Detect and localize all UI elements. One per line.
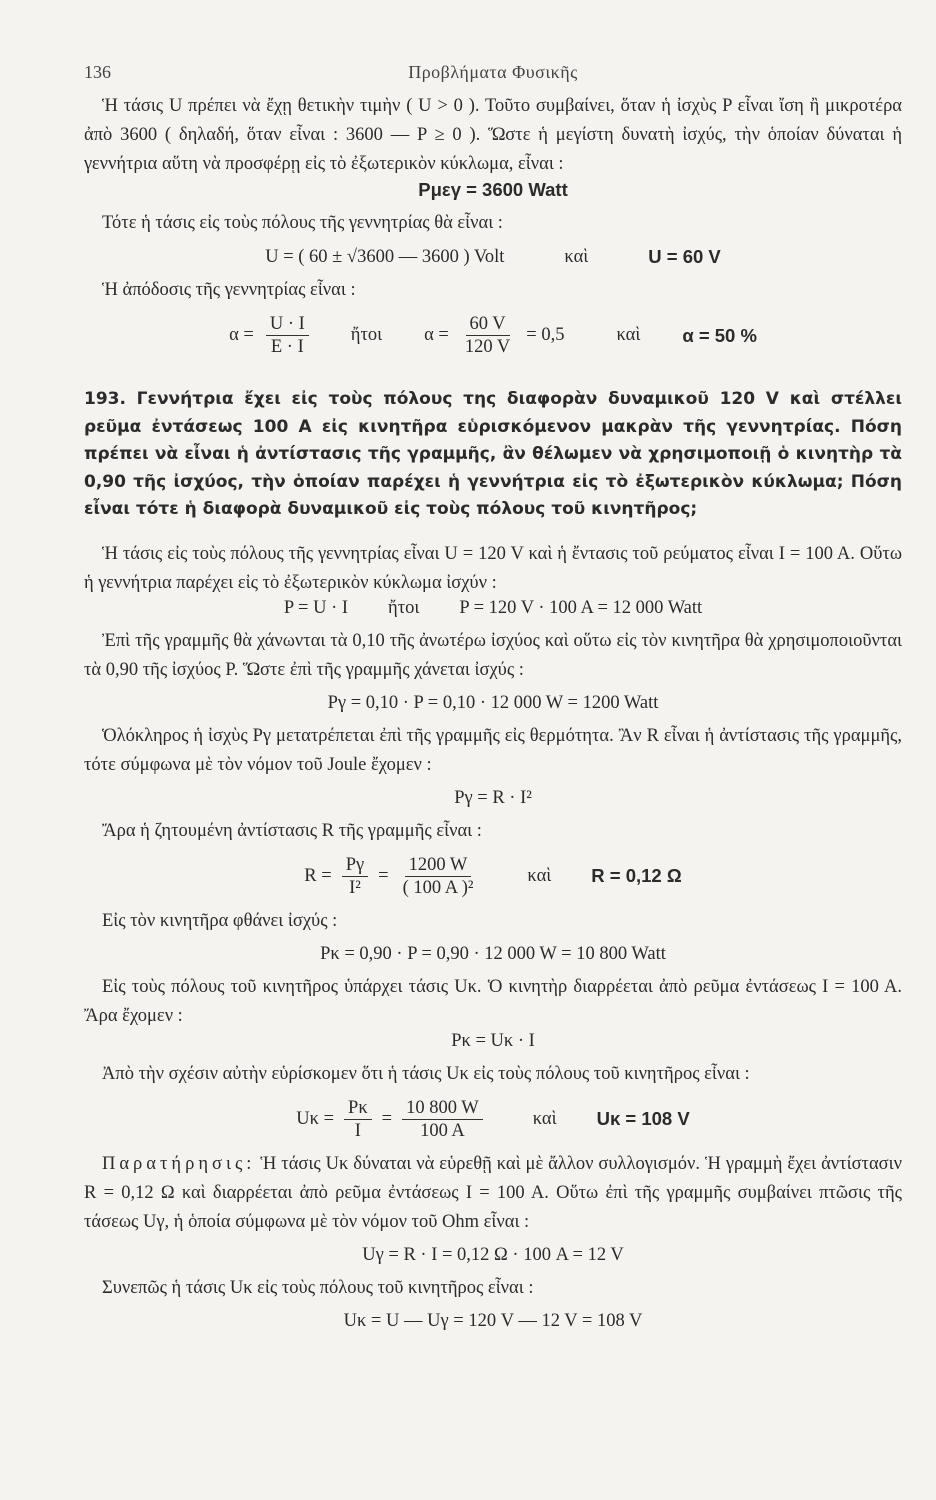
equation-motor-power: Pκ = 0,90 · P = 0,90 · 12 000 W = 10 800 Watt (320, 943, 666, 964)
paragraph-note (84, 1150, 902, 1237)
paragraph-motor-power: Εἰς τὸν κινητῆρα φθάνει ἰσχύς : (102, 910, 338, 931)
running-title: Προβλήματα Φυσικῆς (408, 62, 578, 82)
paragraph-voltage: Τότε ἡ τάσις εἰς τοὺς πόλους τῆς γεννητρίας θὰ εἶναι : (102, 213, 503, 233)
paragraph-motor-voltage: Εἰς τοὺς πόλους τοῦ κινητῆρος ὑπάρχει τάσις Uκ. Ὁ κινητὴρ διαρρέεται ἀπὸ ρεῦμα ἐντάσεως I = 100 A. Ἄρα ἔχομεν : (84, 976, 902, 1026)
page-header (84, 62, 902, 92)
paragraph-max-power: Ἡ τάσις U πρέπει νὰ ἔχῃ θετικὴν τιμὴν ( U > 0 ). Τοῦτο συμβαίνει, ὅταν ἡ ἰσχὺς P εἶναι ἴση ἢ μικροτέρα ἀπὸ 3600 ( δηλαδή, ὅταν εἶναι : 3600 — P ≥ 0 ). Ὥστε ἡ μεγίστη δυνατὴ ἰσχύς, τὴν ὁποίαν δύναται ἡ γεννήτρια αὕτη νὰ προσφέρῃ εἰς τὸ ἐξωτερικὸν κύκλωμα, εἶναι : (84, 96, 902, 174)
paragraph-efficiency: Ἡ ἀπόδοσις τῆς γεννητρίας εἶναι : (102, 280, 356, 300)
equation-final: Uκ = U — Uγ = 120 V — 12 V = 108 V (343, 1310, 643, 1331)
paragraph-line-loss: Ἐπὶ τῆς γραμμῆς θὰ χάνωνται τὰ 0,10 τῆς ἀνωτέρω ἰσχύος καὶ οὕτω εἰς τὸν κινητῆρα θὰ χρησιμοποιοῦνται τὰ 0,90 τῆς ἰσχύος P. Ὥστε ἐπὶ τῆς γραμμῆς χάνεται ἰσχύς : (84, 630, 902, 680)
problem-193: 193. Γεννήτρια ἔχει εἰς τοὺς πόλους της διαφορὰν δυναμικοῦ 120 V καὶ στέλλει ρεῦμα ἐντάσεως 100 A εἰς κινητῆρα εὑρισκόμενον μακρὰν τῆς γεννητρίας. Πόση πρέπει νὰ εἶναι ἡ ἀντίστασις τῆς γραμμῆς, ἂν θέλωμεν νὰ χρησιμοποιῇ ὁ κινητὴρ τὰ 0,90 τῆς ἰσχύος, τὴν ὁποίαν παρέχει ἡ γεννήτρια εἰς τὸ ἐξωτερικὸν κύκλωμα; Πόση εἶναι τότε ἡ διαφορὰ δυναμικοῦ εἰς τοὺς πόλους τοῦ κινητῆρος; (84, 389, 902, 519)
equation-ohm: Uγ = R · I = 0,12 Ω · 100 A = 12 V (362, 1244, 624, 1265)
equation-resistance: R = $\frac{P\gamma}{\text{I²}}$ = $\frac{1200 W}{\text{( 100 A )²}}$ καὶ R = 0,12 Ω (304, 854, 682, 898)
paragraph-resistance: Ἄρα ἡ ζητουμένη ἀντίστασις R τῆς γραμμῆς εἶναι : (102, 820, 482, 841)
paragraph-joule: Ὁλόκληρος ἡ ἰσχὺς Pγ μετατρέπεται ἐπὶ τῆς γραμμῆς εἰς θερμότητα. Ἂν R εἶναι ἡ ἀντίστασις τῆς γραμμῆς, τότε σύμφωνα μὲ τὸν νόμον τοῦ Joule ἔχομεν : (84, 725, 902, 775)
equation-efficiency: α = $\frac{U \cdot I}{E \cdot I}$ ἤτοι α = $\frac{60 V}{120 V}$ = 0,5 καὶ α = 50 % (229, 314, 757, 357)
equation-power: P = U · I ἤτοι P = 120 V · 100 A = 12 000 Watt (283, 597, 703, 618)
equation-max-power: Pμεγ = 3600 Watt (418, 179, 568, 200)
equation-line-power: Pγ = 0,10 · P = 0,10 · 12 000 W = 1200 Watt (327, 692, 659, 713)
paragraph-motor-result: Ἀπὸ τὴν σχέσιν αὐτὴν εὑρίσκομεν ὅτι ἡ τάσις Uκ εἰς τοὺς πόλους τοῦ κινητῆρος εἶναι : (102, 1063, 750, 1084)
page (84, 62, 902, 1332)
equation-motor-voltage: Uκ = $\frac{P\kappa}{I}$ = $\frac{10 800 W}{100 A}$ καὶ Uκ = 108 V (296, 1097, 690, 1141)
equation-voltage: U = ( 60 ± √3600 — 3600 ) Volt καὶ U = 60 V (265, 246, 721, 267)
paragraph-conclusion: Συνεπῶς ἡ τάσις Uκ εἰς τοὺς πόλους τοῦ κινητῆρος εἶναι : (102, 1277, 534, 1298)
equation-motor-relation: Pκ = Uκ · I (451, 1030, 535, 1051)
page-number: 136 (84, 62, 111, 82)
paragraph-generator: Ἡ τάσις εἰς τοὺς πόλους τῆς γεννητρίας εἶναι U = 120 V καὶ ἡ ἔντασις τοῦ ρεύματος εἶναι I = 100 A. Οὕτω ἡ γεννήτρια παρέχει εἰς τὸ ἐξωτερικὸν κύκλωμα ἰσχύν : (84, 543, 902, 593)
equation-joule: Pγ = R · I² (454, 787, 532, 808)
note-text: Ἡ τάσις Uκ δύναται νὰ εὑρεθῇ καὶ μὲ ἄλλον συλλογισμόν. Ἡ γραμμὴ ἔχει ἀντίστασιν R = 0,12 Ω καὶ διαρρέεται ἀπὸ ρεῦμα ἐντάσεως I = 100 A. Οὕτω ἐπὶ τῆς γραμμῆς συμβαίνει πτῶσις τῆς τάσεως Uγ, ἡ ὁποία σύμφωνα μὲ τὸν νόμον τοῦ Ohm εἶναι : (84, 1153, 902, 1232)
note-label: Παρατήρησις: (102, 1153, 256, 1174)
